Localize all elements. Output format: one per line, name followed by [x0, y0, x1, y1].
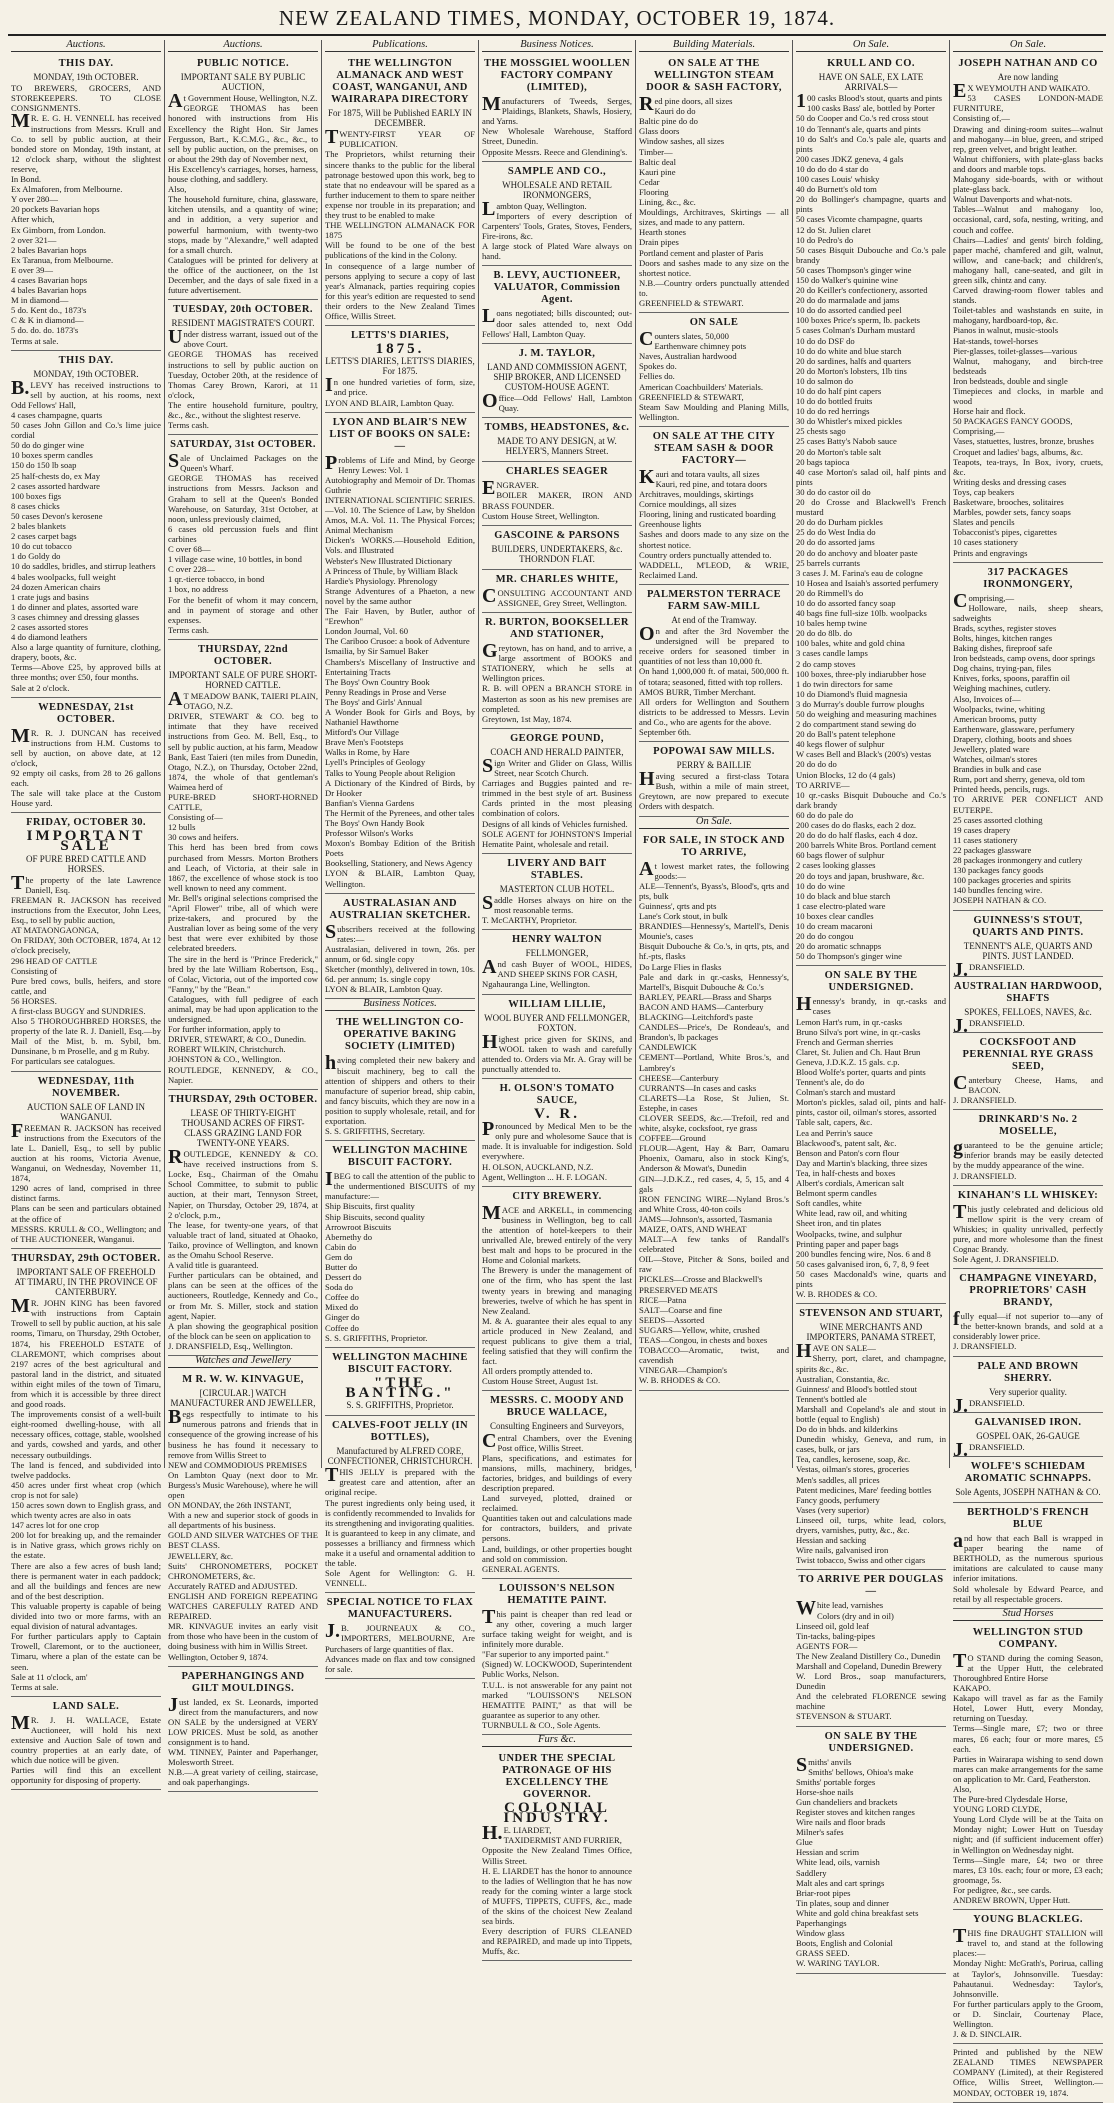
- ad-subtitle: WOOL BUYER AND FELLMONGER, FOXTON.: [484, 1012, 630, 1033]
- ad-text: Sign Writer and Glider on Glass, Willis Street, near Scotch Church. Carriages and Buggies painted and re-trimmed in the best style of art. Business Cards printed in the most pleasing combination of colors. Designs of all kinds of Vehicles furnished. SOLE AGENT for JOHNSTON'S Imperial Hematite Paint, wholesale and retail.: [482, 754, 632, 849]
- column-subheading: On Sale.: [639, 817, 789, 829]
- ad-title: LIVERY AND BAIT STABLES.: [507, 857, 607, 881]
- ad-title: WELLINGTON MACHINE BISCUIT FACTORY.: [332, 1351, 468, 1375]
- ad-title: J. M. TAYLOR,: [518, 347, 596, 359]
- ad-text: AT MEADOW BANK, TAIERI PLAIN, OTAGO, N.Z. DRIVER, STEWART & CO. beg to intimate that they have received instructions from Geo. M. Bell, Esq., to sell by public auction, at his farm, Meadow Bank, East Taieri (ten miles from Dunedin, Otago, N.Z.), on Thursday, October 22nd, 1874, the whole of that gentleman's Waimea herd of PURE-BRED SHORT-HORNED CATTLE, Consisting of— 12 bulls 30 cows and heifers. This herd has been bred from cows purchased from Messrs. Morton Brothers and Leach, of Victoria, at their sale in 1867, the excellence of whose stock is too well known to need any comment. Mr. Bell's original selections comprised the "April Flower" tribe, all of which were prize-takers, and procured by the Australian lover as being some of the very best that were ever exhibited by those celebrated breeders. The sire in the herd is "Prince Frederick," bred by the late William Robertson, Esq., of Colac, Victoria, out of the imported cow "Fanny," by the "Bean." Catalogues, with full pedigree of each animal, may be had upon application to the undersigned. For further information, apply to DRIVER, STEWART, & CO., Dunedin. ROBERT WILKIN, Christchurch. JOHNSTON & CO., Wellington. ROUTLEDGE, KENNEDY, & CO., Napier.: [168, 688, 318, 1085]
- ad-title: ON SALE: [689, 317, 739, 329]
- advertisement: [953, 1457, 1103, 1503]
- advertisement: [168, 1370, 318, 1667]
- ad-text: Smiths' anvils Smiths' bellows, Ohioa's make Smiths' portable forges Horse-shoe nails Gun chandeliers and brackets Register stoves and kitchen ranges Wire nails and floor brads Milner's safes Glue Hessian and scrim White lead, oils, varnish Saddlery Malt ales and cart springs Briar-root pipes Tin plates, soup and dinner White and gold china breakfast sets Paperhangings Window glass Boots, English and Colonial GRASS SEED. W. WARING TAYLOR.: [796, 1753, 919, 1969]
- column-heading: On Sale.: [796, 40, 946, 52]
- ad-subtitle: PERRY & BAILLIE: [676, 760, 752, 771]
- ad-title: TOMBS, HEADSTONES, &c.: [484, 422, 630, 434]
- ad-text: MR. JOHN KING has been favored with instructions from Captain Trowell to sell by public auction, at his sale rooms, Timaru, on Thursday, 29th October, 1874, his FREEHOLD ESTATE of CLAREMONT, which comprises about 2197 acres of the best agricultural and pastoral land in the district, and situated within eight miles of the town of Timaru, from which it is accessible by three direct and good roads. The improvements consist of a well-built eight-roomed dwelling-house, with all necessary offices, cottage, stable, woolshed and yards, cowshed and yards, and other necessary outbuildings. The land is fenced, and subdivided into twelve paddocks. 450 acres under first wheat crop (which crop is not for sale) 150 acres sown down to English grass, and which twenty acres are also in oats 147 acres lot for one crop 200 lot for breaking up, and the remainder is in Native grass, which grows richly on the estate. There are also a few acres of bush land; there is permanent water in each paddock; and all the buildings and fences are new and of the best description. This valuable property is capable of being divided into two or more farms, with an equal division of natural advantages. For further particulars apply to Captain Trowell, Claremont, or to the auctioneer, Timaru, where a plan of the estate can be seen. Sale at 11 o'clock, am' Terms at sale.: [11, 1295, 161, 1692]
- ad-text: Manufacturers of Tweeds, Serges, Plaidings, Blankets, Shawls, Hosiery, and Yarns. New Wholesale Warehouse, Stafford Street, Dunedin. Opposite Messrs. Reece and Glendining's.: [482, 93, 632, 157]
- ad-title: FOR SALE, IN STOCK AND TO ARRIVE,: [643, 834, 785, 858]
- ad-subtitle: AUCTION SALE OF LAND IN WANGANUI.: [27, 1101, 145, 1122]
- ad-text: And cash Buyer of WOOL, HIDES, AND SHEEP SKINS FOR CASH, Ngahauranga Line, Wellington.: [482, 956, 632, 990]
- ad-title: PALMERSTON TERRACE FARM SAW-MILL: [646, 588, 782, 612]
- ad-title: CHARLES SEAGER: [505, 466, 609, 478]
- ad-subtitle: OF PURE BRED CATTLE AND HORSES.: [25, 853, 146, 874]
- ad-title: PUBLIC NOTICE.: [197, 58, 289, 70]
- ad-title: 317 PACKAGES IRONMONGERY,: [983, 566, 1073, 590]
- advertisement: [11, 1697, 161, 1791]
- advertisement: [482, 1187, 632, 1392]
- ad-text: White lead, varnishes Colors (dry and in oil) Linseed oil, gold leaf Tin-tacks, baling-pipes AGENTS FOR— The New Zealand Distillery Co., Dunedin Marshall and Copeland, Dunedin Brewery W. Lord Bros., soap manufacturers, Dunedin And the celebrated FLORENCE sewing machine STEVENSON & STUART.: [796, 1597, 946, 1722]
- columns-container: [8, 39, 1106, 2098]
- ad-text: Begs respectfully to intimate to his numerous patrons and friends that in consequence of the growing increase of his business he has found it necessary to remove from Willis Street to NEW and COMMODIOUS PREMISES On Lambton Quay (next door to Mr. Burgess's Music Warehouse), where he will open ON MONDAY, the 26th INSTANT, With a new and superior stock of goods in all departments of his business. GOLD AND SILVER WATCHES OF THE BEST CLASS. JEWELLERY, &c. Suits' CHRONOMETERS, POCKET CHRONOMETERS, &c. Accurately RATED and ADJUSTED. ENGLISH AND FOREIGN REPEATING WATCHES CAREFULLY RATED AND REPAIRED. MR. KINVAGUE invites an early visit from those who have been in the custom of doing business with him in Willis Street. Wellington, October 9, 1874.: [168, 1406, 318, 1662]
- column-3: [322, 39, 479, 1674]
- advertisement: [953, 1503, 1103, 1609]
- ad-subtitle: TENNENT'S ALE, QUARTS AND PINTS. JUST LANDED.: [963, 940, 1093, 961]
- ad-text: FREEMAN R. JACKSON has received instructions from the Executors of the late L. Daniell, Esq., to sell by public auction at his rooms, Victoria Avenue, Wanganui, on Wednesday, November 11, 1874, 1290 acres of land, comprised in three distinct farms. Plans can be seen and particulars obtained at the office of MESSRS. KRULL & CO., Wellington; and of THE AUCTIONEER, Wanganui.: [11, 1119, 161, 1244]
- column-subheading: Furs &c.: [482, 1735, 632, 1747]
- ad-title: LETTS'S DIARIES,: [350, 330, 450, 342]
- ad-title: HENRY WALTON: [512, 934, 602, 946]
- ad-title: WILLIAM LILLIE,: [508, 998, 606, 1010]
- advertisement: [11, 54, 161, 351]
- ad-text: J.B. JOURNEAUX & CO., IMPORTERS, MELBOURNE, Are Purchasers of large quantities of flax. Advances made on flax and tow consigned for sale.: [325, 1620, 475, 1674]
- ad-text: H.E. LIARDET, TAXIDERMIST AND FURRIER, Opposite the New Zealand Times Office, Willis Street. H. E. LIARDET has the honor to announce to the ladies of Wellington that he has now ready for the coming winter a large stock of MUFFS, TIPPETS, CUFFS, &c., made of the skins of the choicest New Zealand sea birds. Every description of FURS CLEANED and REPAIRED, and made up into Tippets, Muffs, &c.: [482, 1822, 632, 1957]
- ad-display-line: 1875.: [375, 341, 425, 358]
- ad-text: Having secured a first-class Totara Bush, within a mile of main street, Greytown, are now prepared to execute Orders with despatch.: [639, 768, 789, 812]
- advertisement: [482, 1749, 632, 1961]
- advertisement: [168, 1667, 318, 1793]
- advertisement: [325, 1348, 475, 1416]
- ad-display-line: IMPORTANT SALE: [26, 828, 146, 855]
- ad-text: MACE and ARKELL, in commencing business in Wellington, beg to call the attention of hotel-keepers to their unrivalled Ale, brewed entirely of the very best malt and hops to be procured in the Home and Colonial markets. The Brewery is under the management of one of the firm, who has spent the last twenty years in brewing and managing breweries, twelve of which he has spent in New Zealand. M. & A. guarantee their ales equal to any article produced in New Zealand, and request publicans to give them a trial, feeling satisfied that they will confirm the fact. All orders promptly attended to. Custom House Street, August 1st.: [482, 1201, 632, 1387]
- ad-title: PAPERHANGINGS AND GILT MOULDINGS.: [181, 1670, 305, 1694]
- ad-text: ENGRAVER. BOILER MAKER, IRON AND BRASS FOUNDER. Custom House Street, Wellington.: [482, 477, 632, 521]
- ad-title: SAMPLE AND CO.,: [507, 165, 607, 177]
- ad-title: WEDNESDAY, 21st OCTOBER.: [38, 701, 134, 725]
- advertisement: [796, 966, 946, 1304]
- advertisement: [953, 911, 1103, 981]
- ad-subtitle: MASTERTON CLUB HOTEL.: [499, 883, 615, 894]
- ad-text: Greytown, has on hand, and to arrive, a large assortment of BOOKS and STATIONERY, which he sells at Wellington prices. R. B. will OPEN a BRANCH STORE in Masterton as soon as his new premises are completed. Greytown, 1st May, 1874.: [482, 640, 632, 724]
- ad-text: This justly celebrated and delicious old mellow spirit is the very cream of Whiskies; in quality unrivalled, perfectly pure, and more wholesome than the finest Cognac Brandy. Sole Agent, J. DRANSFIELD.: [953, 1200, 1103, 1265]
- ad-title: THIS DAY.: [58, 354, 114, 366]
- ad-title: ON SALE BY THE UNDERSIGNED.: [824, 1730, 918, 1754]
- ad-title: THE WELLINGTON CO-OPERATIVE BAKING SOCIETY (LIMITED): [336, 1017, 464, 1053]
- column-heading: On Sale.: [953, 40, 1103, 52]
- ad-subtitle: MONDAY, 19th OCTOBER.: [33, 72, 139, 83]
- ad-title: KINAHAN'S LL WHISKEY:: [957, 1189, 1099, 1201]
- ad-title: PALE AND BROWN SHERRY.: [977, 1360, 1079, 1384]
- column-7: [950, 39, 1106, 2098]
- ad-text: MR. J. H. WALLACE, Estate Auctioneer, will hold his next extensive and Auction Sale of town and country properties at an early date, of which due notice will be given. Parties will find this an excellent opportunity for disposing of property.: [11, 1711, 161, 1786]
- advertisement: [482, 1391, 632, 1578]
- ad-text: Saddle Horses always on hire on the most reasonable terms. T. McCARTHY, Proprietor.: [482, 891, 632, 926]
- ad-subtitle: IMPORTANT SALE OF PURE SHORT-HORNED CATTLE.: [168, 669, 318, 690]
- ad-text: The property of the late Lawrence Daniell, Esq. FREEMAN R. JACKSON has received instructions from the Executor, John Lees, Esq., to sell by public auction, AT MATAONGAONGA, On FRIDAY, 30th OCTOBER, 1874, At 12 o'clock precisely, 296 HEAD OF CATTLE Consisting of Pure bred cows, bulls, heifers, and store cattle, and 56 HORSES. A first-class BUGGY and SUNDRIES. Also 5 THOROUGHBRED HORSES, the property of the late R. J. Daniell, Esq.—by Mail of the Mist, b. m. Sybil, bm. Dunsinane, b m Proselle, and g m Ruby. For particulars see catalogues.: [11, 871, 161, 1067]
- advertisement: [953, 1623, 1103, 1910]
- ad-display-line: "THE BANTING.": [345, 1374, 455, 1401]
- ad-title: WELLINGTON STUD COMPANY.: [972, 1626, 1084, 1650]
- ad-title: GALVANISED IRON.: [974, 1416, 1082, 1428]
- ad-text: MR. R. J. DUNCAN has received instructions from H.M. Customs to sell by auction, on above date, at 12 o'clock, 92 empty oil casks, from 28 to 26 gallons each. The sale will take place at the Custom House yard.: [11, 724, 161, 809]
- ad-text: HAVE ON SALE— Sherry, port, claret, and champagne, spirits &c., &c. Australian, Constantia, &c. Guinness' and Blood's bottled stout Tennent's bottled ale Marshall and Copeland's ale and stout in bottle (equal to English) Do do in bhds. and kilderkins Dunedin whisky, Geneva, and rum, in cases, bulk, or jars Tea, candles, kerosene, soap, &c. Vestas, oilman's stores, groceries Men's saddles, all prices Patent medicines, Mare' feeding bottles Fancy goods, perfumery Vases (very superior) Linseed oil, turps, white lead, colors, dryers, varnishes, putty, &c., &c. Hessian and sacking Wire nails, galvanised iron Twist tobacco, Swiss and other cigars: [796, 1340, 946, 1566]
- ad-title: LOUISSON'S NELSON HEMATITE PAINT.: [499, 1582, 615, 1606]
- advertisement: [482, 344, 632, 418]
- ad-text: Lambton Quay, Wellington. Importers of every description of Carpenters' Tools, Grates, Stoves, Fenders, Fire-irons, &c. A large stock of Plated Ware always on hand.: [482, 197, 632, 262]
- ad-text: Sale of Unclaimed Packages on the Queen's Wharf. GEORGE THOMAS has received instructions from Messrs. Jackson and Graham to sell at the Queen's Bonded Warehouse, on Saturday, 31st October, at noon, unless previously claimed, 6 cases old percussion fuels and flint carbines C over 68— 1 village case wine, 10 bottles, in bond C over 228— 1 qr.-tierce tobacco, in bond 1 box, no address For the benefit of whom it may concern, and in payment of storage and other expenses. Terms cash.: [168, 450, 318, 635]
- ad-text: Central Chambers, over the Evening Post office, Willis Street. Plans, specifications, and estimates for mansions, mills, machinery, bridges, factories, bridges, and buildings of every description prepared. Land surveyed, plotted, drained or reclaimed. Quantities taken out and calculations made for contractors, builders, and private persons. Land, buildings, or other properties bought and sold on commission. GENERAL AGENTS.: [482, 1429, 632, 1574]
- ad-title: THURSDAY, 22nd OCTOBER.: [197, 643, 289, 667]
- ad-text: At Government House, Wellington, N.Z. GEORGE THOMAS has been honored with instructions from His Excellency the Right Hon. Sir James Fergusson, Bart., K.C.M.G., &c., &c., to sell by public auction, on the premises, on or about the 29th day of November next, His Excellency's carriages, horses, harness, house clothing, and saddlery. Also, The household furniture, china, glassware, kitchen utensils, and a quantity of wine; and in addition, a very superior and powerful harmonium, with twenty-two stops, made by "Alexandre," well adapted for a small church. Catalogues will be printed for delivery at the office of the auctioneer, on the 1st December, and the days of sale fixed in a future advertisement.: [168, 90, 318, 296]
- column-subheading: Business Notices.: [325, 999, 475, 1011]
- ad-subtitle: SPOKES, FELLOES, NAVES, &c.: [964, 1006, 1092, 1017]
- ad-text: B.LEVY has received instructions to sell by auction, at his rooms, next Odd Fellows' Hall, 4 cases champagne, quarts 50 cases John Gillon and Co.'s lime juice cordial 50 do do ginger wine 10 boxes sperm candles 150 do 150 lb soap 25 half-chests do, ex May 2 cases assorted hardware 100 boxes figs 8 cases chicks 50 cases Devon's kerosene 2 bales blankets 2 cases carpet bags 10 do cut tobacco 1 do Goldy do 10 do saddles, bridles, and stirrup leathers 4 bales woolpacks, full weight 24 dozen American chairs 1 crate jugs and basins 1 do dinner and plates, assorted ware 3 cases chimney and dressing glasses 2 cases assorted stores 4 do diamond leathers Also a large quantity of furniture, clothing, drapery, boots, &c. Terms—Above £25, by approved bills at three months; over £50, four months. Sale at 2 o'clock.: [11, 376, 161, 693]
- ad-text: ROUTLEDGE, KENNEDY & CO. have received instructions from S. Locke, Esq., Chairman of the Omahu School Committee, to submit to public auction, at their mart, Tennyson Street, Napier, on Thursday, October 29, 1874, at 2 o'clock, p.m., The lease, for twenty-one years, of that valuable tract of land, situated at Ohaoko, Taiko, province of Wellington, and known as the Omahu School Reserve. A valid title is guaranteed. Further particulars can be obtained, and plans can be seen at the offices of the auctioneers, Routledge, Kennedy and Co., or from Mr. S. Miller, stock and station agent, Napier. A plan showing the geographical position of the block can be seen on application to J. DRANSFIELD, Esq., Wellington.: [168, 1146, 318, 1351]
- advertisement: [482, 995, 632, 1080]
- advertisement: [953, 1186, 1103, 1270]
- ad-title: CALVES-FOOT JELLY (IN BOTTLES),: [332, 1420, 468, 1444]
- advertisement: [953, 1910, 1103, 2044]
- column-heading: Auctions.: [11, 40, 161, 52]
- ad-text: guaranteed to be the genuine article; inferior brands may be easily detected by the muddy appearance of the wine. J. DRANSFIELD.: [953, 1137, 1103, 1181]
- advertisement: [325, 54, 475, 326]
- masthead: [8, 6, 1106, 36]
- ad-text: Problems of Life and Mind, by George Henry Lewes: Vol. 1 Autobiography and Memoir of Dr. Thomas Guthrie INTERNATIONAL SCIENTIFIC SERIES.—Vol. 10. The Science of Law, by Sheldon Amos, M.A. Vol. 11. The Physical Forces; Animal Mechanism Dicken's WORKS.—Household Edition, Vols. and Illustrated Webster's New Illustrated Dictionary A Princess of Thule, by William Black Hardie's Physiology. Phrenology Strange Adventures of a Phaeton, a new novel by the same author The Fair Haven, by Butler, author of "Erewhon" London Journal, Vol. 60 The Cariboo Crusoe: a book of Adventure Ismailia, by Sir Samuel Baker Chambers's Miscellany of Instructive and Entertaining Tracts The Boys' Own Country Book Penny Readings in Prose and Verse The Boys' and Girls' Annual A Wonder Book for Girls and Boys, by Nathaniel Hawthorne Mitford's Our Village Brave Men's Footsteps Walks in Rome, by Hare Lyell's Principles of Geology Talks to Young People about Religion A Dictionary of the Kindred of Birds, by Dr Hooker Banfian's Vienna Gardens The Hermit of the Pyrenees, and other tales The Boys' Own Handy Book Professor Wilson's Works Moxon's Bombay Edition of the British Poets Bookselling, Stationery, and News Agency LYON & BLAIR, Lambton Quay, Wellington.: [325, 451, 475, 889]
- ad-text: J.DRANSFIELD.: [953, 1394, 1025, 1417]
- ad-text: Office—Odd Fellows' Hall, Lambton Quay.: [482, 389, 632, 414]
- advertisement: [639, 313, 789, 427]
- ad-text: 100 casks Blood's stout, quarts and pints 100 casks Bass' ale, bottled by Porter 50 do Cooper and Co.'s red cross stout 10 do Tennant's ale, quarts and pints 10 do Salt's and Co.'s pale ale, quarts and pints 200 cases JDKZ geneva, 4 gals 10 do do do 4 star do 100 cases Louis' whisky 40 do Burnett's old tom 20 do Bollinger's champagne, quarts and pints 50 cases Vicomte champagne, quarts 12 do St. Julien claret 10 do Pedro's do 50 cases Bisquit Dubouche and Co.'s pale brandy 50 cases Thompson's ginger wine 150 do Walker's quinine wine 20 do Keiller's confectionery, assorted 20 do do marmalade and jams 10 do do assorted candied peel 100 boxes Price's sperm, lb. packets 5 cases Colman's Durham mustard 10 do do DSF do 10 do do white and blue starch 20 do sardines, halfs and quarters 20 do Morton's lobsters, 1lb tins 10 do salmon do 10 do do half pint capers 10 do do bottled fruits 10 do do red herrings 30 do Whistler's mixed pickles 25 chests sago 25 cases Batty's Nabob sauce 20 do Morton's table salt 20 bags tapioca 40 case Morton's salad oil, half pints and pints 30 do do castor oil do 20 do Crosse and Blackwell's French mustard 20 do do Durham pickles 25 do do West India do 20 do do assorted jams 20 do do anchovy and bloater paste 25 barrels currants 3 cases J. M. Farina's eau de cologne 10 Hosea and Isaiah's assorted perfumery 20 do Rimmell's do 10 do do assorted fancy soap 40 bags fine full-size 10lb. woolpacks 10 bales hemp twine 20 do do 8lb. do 100 bales, white and gold china 3 cases candle lamps 2 do camp stoves 100 boxes, three-ply indiarubber hose 1 do twin directors for same 10 do Diamond's fluid magnesia 3 do Murray's double furrow ploughs 50 do weighing and measuring machines 2 do compartment stand sewing do 20 do Ball's patent telephone 40 kegs flower of sulphur W cases Bell and Black's (200's) vestas 20 do do do Union Blocks, 12 do (4 gals) TO ARRIVE— 10 qr.-casks Bisquit Dubouche and Co.'s dark brandy 60 do do pale do 200 cases do do flasks, each 2 doz. 20 do do do half flasks, each 4 doz. 200 barrels White Bros. Portland cement 60 bags flower of sulphur 2 cases looking glasses 20 do toys and japan, brushware, &c. 10 do do wine 10 do black and blue starch 1 case electro-plated ware 10 boxes clear candles 10 do cream macaroni 20 do do congou 20 do aromatic schnapps 50 do Thompson's ginger wine: [796, 90, 946, 962]
- ad-title: STEVENSON AND STUART,: [799, 1308, 943, 1320]
- ad-title: CITY BREWERY.: [512, 1190, 602, 1202]
- ad-text: Hennessy's brandy, in qr.-casks and cases Lemon Hart's rum, in qr.-casks Bruno Silva's port wine, in qr.-casks French and German sherries Claret, St. Julien and Ch. Haut Brun Geneva, J.D.K.Z. 15 gals. c.p. Blood Wolfe's porter, quarts and pints Tennent's ale, do do Colman's starch and mustard Morton's pickles, salad oil, pints and half-pints, castor oil, oilman's stores, assorted Table salt, capers, &c. Lea and Perrin's sauce Blackwood's, patent salt, &c. Benson and Paton's corn flour Day and Martin's blacking, three sizes Tea, in half-chests and boxes Albert's cordials, American salt Belmont sperm candles Soft candles, white White lead, raw oil, and whiting Sheet iron, and tin plates Woolpacks, twine, and sulphur Printing paper and paper bags 200 bundles fencing wire, Nos. 6 and 8 50 cases galvanised iron, 6, 7, 8, 9 feet 50 cases Macdonald's wine, quarts and pints W. B. RHODES & CO.: [796, 993, 946, 1300]
- ad-text: In one hundred varieties of form, size, and price. LYON AND BLAIR, Lambton Quay.: [325, 374, 475, 408]
- ad-text: fully equal—if not superior to—any of the better-known brands, and sold at a considerably lower price. J. DRANSFIELD.: [953, 1308, 1103, 1352]
- advertisement: [639, 742, 789, 816]
- advertisement: [482, 930, 632, 994]
- ad-text: Loans negotiated; bills discounted; out-door sales attended to, next Odd Fellows' Hall, Lambton Quay.: [482, 305, 632, 339]
- ad-text: THIS JELLY is prepared with the greatest care and attention, after an original recipe. The purest ingredients only being used, it is confidently recommended to Invalids for its strengthening and invigorating qualities. It is guaranteed to keep in any climate, and possesses a brilliancy and firmness which make it a useful and ornamental addition to the table. Sole Agent for Wellington: G. H. VENNELL.: [325, 1464, 475, 1589]
- ad-subtitle: BUILDERS, UNDERTAKERS, &c. THORNDON FLAT.: [491, 543, 623, 564]
- ad-subtitle: GOSPEL OAK, 26-GAUGE: [976, 1430, 1080, 1441]
- advertisement: [639, 427, 789, 585]
- column-1: [8, 39, 165, 1786]
- ad-title: THURSDAY, 29th OCTOBER.: [11, 1252, 161, 1264]
- advertisement: [639, 54, 789, 313]
- ad-title: JOSEPH NATHAN AND CO: [958, 58, 1098, 70]
- column-heading: Building Materials.: [639, 40, 789, 52]
- column-6: [793, 39, 950, 1969]
- advertisement: [168, 1090, 318, 1356]
- ad-subtitle: LEASE OF THIRTY-EIGHT THOUSAND ACRES OF FIRST-CLASS GRAZING LAND FOR TWENTY-ONE YEARS.: [181, 1107, 305, 1148]
- column-4: [479, 39, 636, 1957]
- ad-subtitle: Consulting Engineers and Surveyors,: [490, 1421, 624, 1432]
- ad-subtitle: Manufactured by ALFRED CORE, CONFECTIONER, CHRISTCHURCH.: [327, 1446, 473, 1467]
- advertisement: [11, 351, 161, 698]
- ad-title: KRULL AND CO.: [827, 58, 915, 70]
- ad-text: Canterbury Cheese, Hams, and BACON. J. DRANSFIELD.: [953, 1071, 1103, 1106]
- ad-text: Comprising,— Holloware, nails, sheep shears, sadweights Brads, scythes, register stoves Bolts, hinges, kitchen ranges Baking dishes, fireproof safe Iron bedsteads, camp ovens, door springs Dog chains, trying-pan, files Knives, forks, spoons, paraffin oil Weighing machines, cutlery. Also, Invoices of— Woolpacks, twine, whiting American brooms, putty Earthenware, glassware, perfumery Drapery, clothing, boots and shoes Jewellery, plated ware Watches, oilman's stores Brandies in bulk and case Rum, port and sherry, geneva, old tom Printed heeds, pencils, rugs. TO ARRIVE PER CONFLICT AND EUTERPE. 25 cases assorted clothing 19 cases drapery 11 cases stationery 22 packages glassware 28 packages ironmongery and cutlery 130 packages fancy goods 100 packages groceries and spirits 140 bundles fencing wire. JOSEPH NATHAN & CO.: [953, 589, 1103, 906]
- advertisement: [953, 1269, 1103, 1356]
- ad-title: MESSRS. C. MOODY AND BRUCE WALLACE,: [490, 1395, 624, 1419]
- advertisement: [325, 1593, 475, 1678]
- ad-title: ON SALE AT THE WELLINGTON STEAM DOOR & SASH FACTORY,: [646, 58, 782, 94]
- ad-title: FRIDAY, OCTOBER 30.: [26, 817, 146, 829]
- ad-text: Kauri and totara vaults, all sizes Kauri, red pine, and totara doors Architraves, mouldings, skirtings Cornice mouldings, all sizes Flooring, lining and rusticated boarding Greenhouse lights Sashes and doors made to any size on the shortest notice. Country orders punctually attended to. WADDELL, M'LEOD, & WRIE, Reclaimed Land.: [639, 465, 789, 580]
- ad-subtitle: Very superior quality.: [989, 1386, 1067, 1397]
- ad-title: GASCOINE & PARSONS: [494, 529, 620, 541]
- column-heading: Auctions.: [168, 40, 318, 52]
- ad-title: SPECIAL NOTICE TO FLAX MANUFACTURERS.: [326, 1597, 474, 1621]
- ad-title: COCKSFOOT AND PERENNIAL RYE GRASS SEED,: [962, 1036, 1094, 1072]
- ad-title: AUSTRALASIAN AND AUSTRALIAN SKETCHER.: [329, 897, 471, 921]
- advertisement: [11, 813, 161, 1071]
- ad-title: MR. CHARLES WHITE,: [495, 573, 619, 585]
- advertisement: [482, 162, 632, 267]
- advertisement: [482, 418, 632, 462]
- advertisement: [796, 54, 946, 966]
- ad-text: Highest price given for SKINS, and WOOL taken to wash and carefully attended to. Orders via Mr. A. Gray will be punctually attended to.: [482, 1030, 632, 1074]
- ad-text: Under distress warrant, issued out of the above Court. GEORGE THOMAS has received instructions to sell by public auction on Tuesday, October 20th, at the residence of Thomas Carey Brown, Karori, at 11 o'clock, The entire household furniture, poultry, &c., &c., without the slightest reserve. Terms cash.: [168, 326, 318, 431]
- advertisement: [482, 266, 632, 343]
- advertisement: [482, 729, 632, 854]
- advertisement: [482, 462, 632, 525]
- ad-text: CONSULTING ACCOUNTANT AND ASSIGNEE, Grey Street, Wellington.: [482, 584, 632, 608]
- advertisement: [953, 1110, 1103, 1185]
- advertisement: [482, 1579, 632, 1735]
- ad-text: EX WEYMOUTH AND WAIKATO. 53 CASES LONDON-MADE FURNITURE, Consisting of,— Drawing and dining-room suites—walnut and mahogany—in blue, green, and striped rep, green velvet, and bright leather. Walnut chiffoniers, with plate-glass backs and doors and marble tops. Mahogany side-boards, with or without plate-glass back. Walnut Davenports and what-nots. Tables—Walnut and mahogany loo, occasional, card, sofa, nesting, writing, and couch and coffee. Chairs—Ladies' and gents' birch folding, paper maché, chamfered and gilt, walnut, willow, and cane-back; and children's, mahogany hall, cane-seated, and gilt in green silk, chintz and cany. Carved drawing-room flower tables and stands. Toilet-tables and washstands en suite, in mahogany, hardboard-top, &c. Pianos in walnut, music-stools Hat-stands, towel-horses Pier-glasses, toilet-glasses—various Walnut, mahogany, and birch-tree bedsteads Iron bedsteads, double and single Timepieces and clocks, in marble and wood Horse hair and flock. 50 PACKAGES FANCY GOODS, Comprising,— Vases, statuettes, lustres, bronze, brushes Croquet and ladies' bags, albums, &c. Teapots, tea-trays, In Box, ivory, cruets, &c. Writing desks and dressing cases Toys, cap beakers Basketware, brooches, solitaires Marbles, powder sets, fancy soaps Slates and pencils Tobacconist's pipes, cigarettes 10 cases stationery Prints and engravings: [953, 80, 1103, 558]
- ad-title: LYON AND BLAIR'S NEW LIST OF BOOKS ON SALE:—: [329, 416, 471, 452]
- ad-subtitle: IMPORTANT SALE BY PUBLIC AUCTION,: [180, 72, 306, 93]
- advertisement: [482, 54, 632, 162]
- ad-display-line: V. R.: [534, 1106, 580, 1123]
- ad-title: ON SALE BY THE UNDERSIGNED.: [824, 970, 918, 994]
- ad-display-line: COLONIAL INDUSTRY.: [503, 1800, 611, 1827]
- ad-title: POPOWAI SAW MILLS.: [653, 746, 775, 758]
- ad-subtitle: COACH AND HERALD PAINTER,: [490, 746, 624, 757]
- ad-subtitle: WINE MERCHANTS AND IMPORTERS, PANAMA STREET,: [806, 1322, 936, 1343]
- ad-text: IBEG to call the attention of the public to the undermentioned BISCUITS of my manufacture:— Ship Biscuits, first quality Ship Biscuits, second quality Arrowroot Biscuits Abernethy do Cabin do Gem do Butter do Dessert do Soda do Coffee do Mixed do Ginger do Coffee do S. S. GRIFFITHS, Proprietor.: [325, 1168, 475, 1343]
- advertisement: [325, 1013, 475, 1141]
- advertisement: [482, 854, 632, 930]
- advertisement: [639, 585, 789, 742]
- ad-body: TO BREWERS, GROCERS, AND STOREKEEPERS. TO CLOSE CONSIGNMENTS.: [11, 83, 161, 114]
- ad-title: BERTHOLD'S FRENCH BLUE: [967, 1507, 1089, 1531]
- column-subheading: Stud Horses: [953, 1609, 1103, 1621]
- ad-text: having completed their new bakery and biscuit machinery, beg to call the attention of shippers and others to their manufacture of superior bread, ship cabin, and fancy biscuits, which they are now in a position to supply wholesale, retail, and for exportation. S. S. GRIFFITHS, Secretary.: [325, 1052, 475, 1137]
- advertisement: [482, 613, 632, 729]
- advertisement: [11, 1249, 161, 1697]
- advertisement: [325, 894, 475, 1000]
- ad-title: THE MOSSGIEL WOOLLEN FACTORY COMPANY (LIMITED),: [483, 58, 631, 94]
- advertisement: [168, 300, 318, 435]
- advertisement: [953, 54, 1103, 563]
- ad-title: GEORGE POUND,: [510, 732, 604, 744]
- advertisement: [953, 1033, 1103, 1110]
- advertisement: [168, 435, 318, 640]
- ad-title: SATURDAY, 31st OCTOBER.: [170, 439, 316, 451]
- advertisement: [796, 1727, 946, 1974]
- advertisement: [325, 413, 475, 894]
- ad-text: TWENTY-FIRST YEAR OF PUBLICATION. The Proprietors, whilst returning their sincere thanks to the public for the liberal patronage bestowed upon this work, beg to state that no endeavour will be spared as a further inducement to them to spare neither expense nor trouble in its preparation; and they trust to be enabled to make THE WELLINGTON ALMANACK FOR 1875 Will be found to be one of the best publications of the kind in the Colony. In consequence of a large number of persons applying to secure a copy of last year's Almanack, parties requiring copies for this year's edition are requested to send their orders to the New Zealand Times Office, Willis Street.: [325, 126, 475, 321]
- ad-subtitle: MONDAY, 19th OCTOBER.: [33, 368, 139, 379]
- advertisement: [482, 570, 632, 613]
- column-2: [165, 39, 322, 1788]
- ad-title: THIS DAY.: [58, 58, 114, 70]
- ad-title: AUSTRALIAN HARDWOOD, SHAFTS: [953, 980, 1102, 1004]
- ad-subtitle: FELLMONGER,: [525, 948, 589, 959]
- advertisement: [168, 640, 318, 1090]
- advertisement: [953, 1357, 1103, 1417]
- ad-subtitle: HAVE ON SALE, EX LATE ARRIVALS—: [818, 72, 924, 93]
- ad-title: YOUNG BLACKLEG.: [973, 1914, 1083, 1926]
- ad-text: THIS fine DRAUGHT STALLION will travel to, and stand at the following places:— Monday Night: McGrath's, Porirua, calling at Taylor's, Johnsonville. Tuesday: Pahautanui. Wednesday: Taylor's, Johnsonville. For further particulars apply to the Groom, or D. Sinclair, Courtenay Place, Wellington. J. & D. SINCLAIR.: [953, 1925, 1103, 2040]
- ad-text: On and after the 3rd November the undersigned will be prepared to receive orders for seasoned timber in quantities of not less than 10,000 ft. On hand 1,000,000 ft. of matai, 500,000 ft. of totara; seasoned, fitted with top rollers. AMOS BURR, Timber Merchant. All orders for Wellington and Southern districts to be addressed to Messrs. Levin and Co., who are agents for the above. September 6th.: [639, 623, 789, 737]
- ad-subtitle: S. S. GRIFFITHS, Proprietor.: [346, 1399, 454, 1410]
- ad-subtitle: Are now landing: [997, 72, 1059, 83]
- ad-title: ON SALE AT THE CITY STEAM SASH & DOOR FACTORY—: [652, 430, 776, 466]
- column-5: [636, 40, 793, 1468]
- advertisement: [482, 526, 632, 570]
- ad-text: Just landed, ex St. Leonards, imported direct from the manufacturers, and now ON SALE by the undersigned at VERY LOW PRICES. Must be sold, as another consignment is to hand. WM. TINNEY, Painter and Paperhanger, Molesworth Street. N.B.—A great variety of ceiling, staircase, and oak paperhangings.: [168, 1693, 318, 1788]
- ad-title: R. BURTON, BOOKSELLER AND STATIONER,: [485, 617, 629, 641]
- ad-subtitle: At end of the Tramway.: [671, 614, 757, 625]
- advertisement: [11, 698, 161, 814]
- advertisement: [325, 1141, 475, 1348]
- ad-title: LAND SALE.: [52, 1700, 120, 1712]
- ad-title: DRINKARD'S No. 2 MOSELLE,: [978, 1114, 1078, 1138]
- ad-title: UNDER THE SPECIAL PATRONAGE OF HIS EXCELLENCY THE GOVERNOR.: [498, 1753, 616, 1801]
- ad-subtitle: RESIDENT MAGISTRATE'S COURT.: [171, 318, 315, 329]
- column-heading: Publications.: [325, 40, 475, 52]
- advertisement: [796, 1570, 946, 1726]
- advertisement: [11, 1072, 161, 1249]
- column-heading: Business Notices.: [482, 40, 632, 52]
- ad-subtitle: For 1875, Will be Published EARLY IN DECEMBER.: [328, 108, 472, 129]
- imprint: Printed and published by the NEW ZEALAND TIMES NEWSPAPER COMPANY (Limited), at their Registered Office, Willis Street, Wellington.—MONDAY, OCTOBER 19, 1874.: [953, 2044, 1103, 2102]
- ad-text: At lowest market rates, the following goods:— ALE—Tennent's, Byass's, Blood's, qrts and pts, bulk Guinness', qrts and pts Lane's Cork stout, in bulk BRANDIES—Hennessy's, Martell's, Denis Mounie's, cases Bisquit Dubouche & Co.'s, in qrts, pts, and hf.-pts, flasks Do Large Flies in flasks Pale and dark in qr.-casks, Hennessy's, Martell's, Bisquit Dubouche & Co.'s BARLEY, PEARL—Brass and Sharps BACON AND HAMS—Canterbury BLACKING—Leitchford's paste CANDLES—Price's, De Rondeau's, and Brandon's, lb packages CANDLEWICK CEMENT—Portland, White Bros.'s, and Lambrey's CHEESE—Canterbury CURRANTS—In cases and casks CLARETS—La Rose, St Julien, St. Estephe, in cases CLOVER SEEDS, &c.—Trefoil, red and white, alsyke, cocksfoot, rye grass COFFEE—Ground FLOUR—Agent, Hay & Barr, Oamaru Phoenix, Oamaru, also in stock King's, Anderson & Mowat's, Dunedin GIN—J.D.K.Z., red cases, 4, 5, 15, and 4 gals IRON FENCING WIRE—Nyland Bros.'s and White Cross, 40-ton coils JAMS—Johnson's, assorted, Tasmania MAIZE, OATS, AND WHEAT MALT—A few tanks of Randall's celebrated OIL—Stove, Pitcher & Sons, boiled and raw PICKLES—Crosse and Blackwell's PRESERVED MEATS RICE—Patna SALT—Coarse and fine SEEDS—Assorted SUGARS—Yellow, white, crushed TEAS—Congou, in chests and boxes TOBACCO—Aromatic, twist, and cavendish VINEGAR—Champion's W. B. RHODES & CO.: [639, 857, 789, 1386]
- ad-title: WELLINGTON MACHINE BISCUIT FACTORY.: [332, 1145, 468, 1169]
- ad-title: GUINNESS'S STOUT, QUARTS AND PINTS.: [972, 914, 1084, 938]
- advertisement: [325, 1416, 475, 1593]
- ad-text: Pronounced by Medical Men to be the only pure and wholesome Sauce that is made. It is invaluable for indigestion. Sold everywhere. H. OLSON, AUCKLAND, N.Z. Agent, Wellington ... H. F. LOGAN.: [482, 1118, 632, 1182]
- ad-subtitle: [CIRCULAR.] WATCH MANUFACTURER AND JEWELLER,: [170, 1388, 316, 1409]
- ad-subtitle: IMPORTANT SALE OF FREEHOLD AT TIMARU, IN THE PROVINCE OF CANTERBURY.: [14, 1266, 158, 1298]
- ad-title: H. OLSON'S TOMATO SAUCE,: [499, 1083, 615, 1107]
- ad-text: J.DRANSFIELD.: [953, 1014, 1025, 1037]
- ad-subtitle: LETTS'S DIARIES, LETTS'S DIARIES, For 1875.: [325, 356, 475, 377]
- ad-text: This paint is cheaper than red lead or any other, covering a much larger surface taking weight for weight, and is infinitely more durable. "Far superior to any imported paint." (Signed) W. LOCKWOOD, Superintendent Public Works, Nelson. T.U.L. is not answerable for any paint not marked "LOUISSON'S NELSON HEMATITE PAINT," as that will be guarantee as superior to any other. TURNBULL & CO., Sole Agents.: [482, 1605, 632, 1730]
- ad-text: Counters slates, 50,000 Earthenware chimney pots Naves, Australian hardwood Spokes do. Fellies do. American Coachbuilders' Materials. GREENFIELD & STEWART, Steam Saw Moulding and Planing Mills, Wellington.: [639, 328, 789, 422]
- ad-text: J.DRANSFIELD.: [953, 1438, 1025, 1461]
- ad-text: Red pine doors, all sizes Kauri do do Baltic pine do do Glass doors Window sashes, all sizes Timber— Baltic deal Kauri pine Cedar Flooring Lining, &c., &c. Mouldings, Architraves, Skirtings — all sizes, and made to any pattern. Hearth stones Drain pipes Portland cement and plaster of Paris Doors and sashes made to any size on the shortest notice. N.B.—Country orders punctually attended to. GREENFIELD & STEWART.: [639, 93, 789, 308]
- masthead-title: NEW ZEALAND TIMES, MONDAY, OCTOBER 19, 1874.: [278, 6, 836, 30]
- advertisement: [168, 54, 318, 300]
- advertisement: [953, 977, 1103, 1037]
- ad-title: B. LEVY, AUCTIONEER, VALUATOR, Commission Agent.: [493, 270, 621, 306]
- ad-title: WEDNESDAY, 11th NOVEMBER.: [37, 1075, 135, 1099]
- ad-text: MR. E. G. H. VENNELL has received instructions from Messrs. Krull and Co. to sell by public auction, at their bonded store on Monday, 19th instant, at 12 o'clock sharp, without the slightest reserve, In Bond. Ex Almaforen, from Melbourne. Y over 280— 20 pockets Bavarian hops After which, Ex Gimborn, from London. 2 over 321— 2 bales Bavarian hops Ex Taranua, from Melbourne. E over 39— 4 cases Bavarian hops 4 bales Bavarian hops M in diamond— 5 do. Kent do., 1873's C & K in diamond— 5 do. do. do. 1873's Terms at sale.: [11, 110, 161, 346]
- ad-subtitle: WHOLESALE AND RETAIL IRONMONGERS,: [502, 179, 612, 200]
- ad-title: WOLFE'S SCHIEDAM AROMATIC SCHNAPPS.: [964, 1460, 1092, 1484]
- ad-text: TO STAND during the coming Season, at the Upper Hutt, the celebrated Thoroughbred Entire Horse KAKAPO. Kakapo will travel as far as the Family Hotel, Lower Hutt, every Monday, returning on Tuesday. Terms—Single mare, £7; two or three mares, £6 each; four or more mares, £5 each. Parties in Wairarapa wishing to send down mares can make arrangements for the same on application to Mr. Card, Featherston. Also, The Pure-bred Clydesdale Horse, YOUNG LORD CLYDE, Young Lord Clyde will be at the Taita on Monday night; Lower Hutt on Tuesday night; and (if sufficient inducement offer) in Wellington on Wednesday night. Terms—Single mare, £4; two or three mares, £3 10s. each; four or more, £3 each; groomage, 5s. For pedigree, &c., see cards. ANDREW BROWN, Upper Hutt.: [953, 1649, 1103, 1906]
- ad-text: J.DRANSFIELD.: [953, 958, 1025, 981]
- ad-title: THE WELLINGTON ALMANACK AND WEST COAST, WANGANUI, AND WAIRARAPA DIRECTORY: [331, 58, 469, 106]
- advertisement: [482, 1079, 632, 1187]
- column-subheading: Watches and Jewellery: [168, 1356, 318, 1368]
- ad-text: Subscribers received at the following rates:— Australasian, delivered in town, 26s. per annum, or 6d. single copy Sketcher (monthly), delivered in town, 10s. 6d. per annum; 1s. single copy LYON & BLAIR, Lambton Quay.: [325, 920, 475, 995]
- advertisement: [953, 563, 1103, 911]
- ad-title: TO ARRIVE PER DOUGLAS—: [798, 1574, 944, 1598]
- ad-subtitle: LAND AND COMMISSION AGENT, SHIP BROKER, AND LICENSED CUSTOM-HOUSE AGENT.: [487, 361, 627, 392]
- advertisement: [639, 831, 789, 1391]
- ad-title: TUESDAY, 20th OCTOBER.: [173, 304, 313, 316]
- advertisement: [953, 1413, 1103, 1461]
- advertisement: [796, 1304, 946, 1570]
- advertisement: [325, 326, 475, 413]
- ad-title: CHAMPAGNE VINEYARD, PROPRIETORS' CASH BRANDY,: [959, 1273, 1097, 1309]
- ad-subtitle: MADE TO ANY DESIGN, at W. HELYER'S, Manners Street.: [497, 436, 617, 457]
- ad-text: and how that each Ball is wrapped in paper bearing the name of BERTHOLD, as the numerous spurious imitations are calculated to cause many inferior imitations. Sold wholesale by Edward Pearce, and retail by all respectable grocers.: [953, 1530, 1103, 1604]
- ad-title: M R. W. W. KINVAGUE,: [182, 1374, 304, 1386]
- ad-title: THURSDAY, 29th OCTOBER.: [168, 1093, 318, 1105]
- ad-subtitle: Sole Agents, JOSEPH NATHAN & CO.: [955, 1486, 1101, 1497]
